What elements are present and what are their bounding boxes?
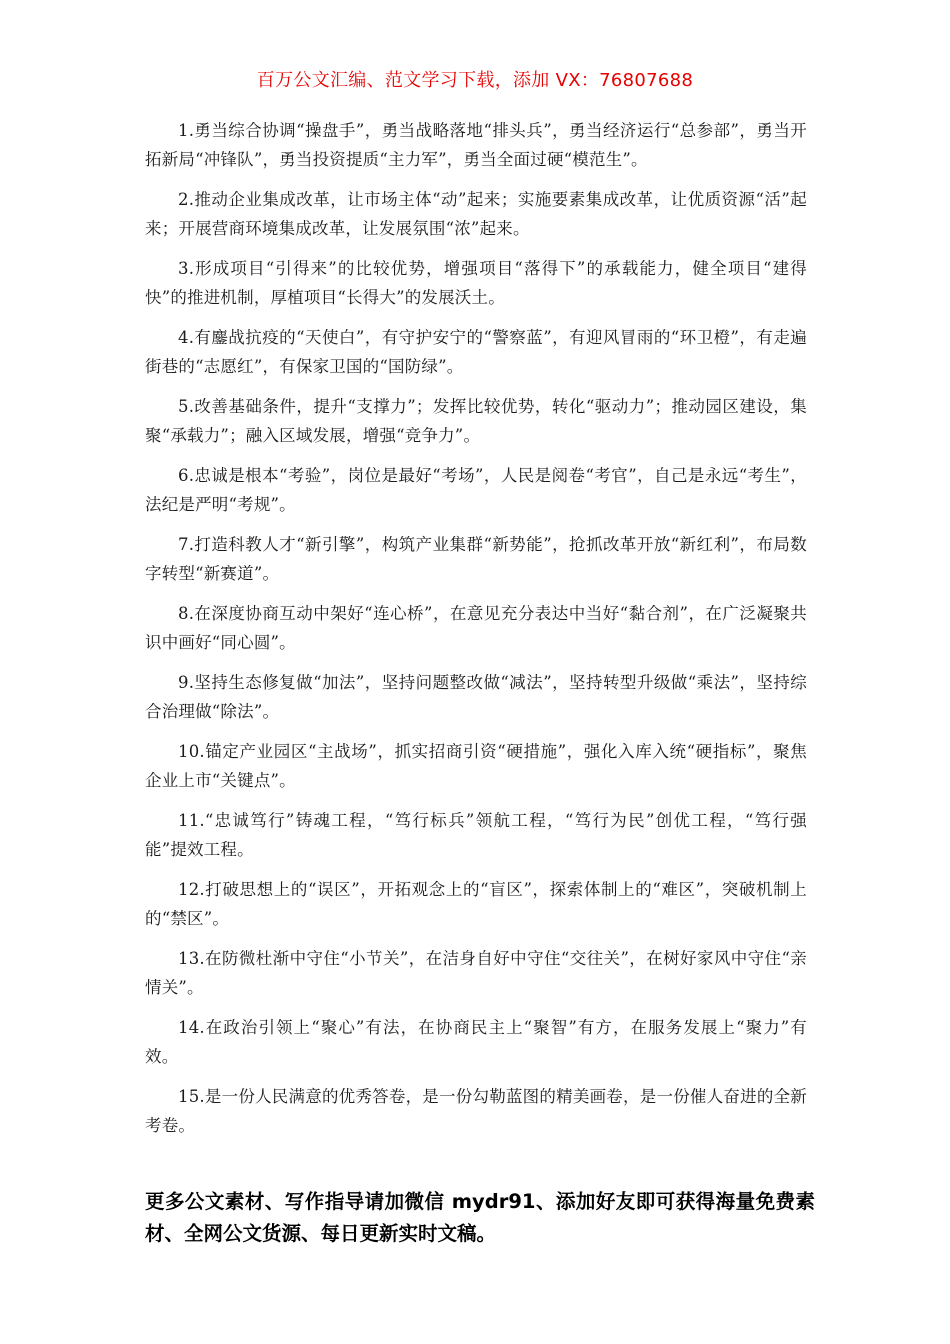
list-item: 9.坚持生态修复做“加法”，坚持问题整改做“减法”，坚持转型升级做“乘法”，坚持综合治理做“除法”。 [145,673,807,721]
list-item: 11.“忠诚笃行”铸魂工程，“笃行标兵”领航工程，“笃行为民”创优工程，“笃行强能”提效工程。 [145,811,807,859]
list-item: 3.形成项目“引得来”的比较优势，增强项目“落得下”的承载能力，健全项目“建得快”的推进机制，厚植项目“长得大”的发展沃土。 [145,259,807,307]
list-item: 14.在政治引领上“聚心”有法，在协商民主上“聚智”有方，在服务发展上“聚力”有效。 [145,1018,807,1066]
list-item: 6.忠诚是根本“考验”，岗位是最好“考场”，人民是阅卷“考官”，自己是永远“考生”，法纪是严明“考规”。 [145,466,807,514]
list-item: 8.在深度协商互动中架好“连心桥”，在意见充分表达中当好“黏合剂”，在广泛凝聚共识中画好“同心圆”。 [145,604,807,652]
list-item: 5.改善基础条件，提升“支撑力”；发挥比较优势，转化“驱动力”；推动园区建设，集聚“承载力”；融入区域发展，增强“竞争力”。 [145,397,807,445]
list-item: 4.有鏖战抗疫的“天使白”，有守护安宁的“警察蓝”，有迎风冒雨的“环卫橙”，有走遍街巷的“志愿红”，有保家卫国的“国防绿”。 [145,328,807,376]
list-item: 1.勇当综合协调“操盘手”，勇当战略落地“排头兵”，勇当经济运行“总参部”，勇当开拓新局“冲锋队”，勇当投资提质“主力军”，勇当全面过硬“模范生”。 [145,121,807,169]
list-item: 15.是一份人民满意的优秀答卷，是一份勾勒蓝图的精美画卷，是一份催人奋进的全新考卷。 [145,1087,807,1135]
list-item: 2.推动企业集成改革，让市场主体“动”起来；实施要素集成改革，让优质资源“活”起来；开展营商环境集成改革，让发展氛围“浓”起来。 [145,190,807,238]
list-item: 12.打破思想上的“误区”，开拓观念上的“盲区”，探索体制上的“难区”，突破机制上的“禁区”。 [145,880,807,928]
list-item: 7.打造科教人才“新引擎”，构筑产业集群“新势能”，抢抓改革开放“新红利”，布局数字转型“新赛道”。 [145,535,807,583]
promo-footer: 更多公文素材、写作指导请加微信 mydr91、添加好友即可获得海量免费素材、全网公文货源、每日更新实时文稿。 [145,1190,815,1245]
list-item: 10.锚定产业园区“主战场”，抓实招商引资“硬措施”，强化入库入统“硬指标”，聚焦企业上市“关键点”。 [145,742,807,790]
numbered-list [145,116,807,1151]
promo-header: 百万公文汇编、范文学习下载，添加 VX：76807688 [256,70,694,91]
list-item: 13.在防微杜渐中守住“小节关”，在洁身自好中守住“交往关”，在树好家风中守住“亲情关”。 [145,949,807,997]
